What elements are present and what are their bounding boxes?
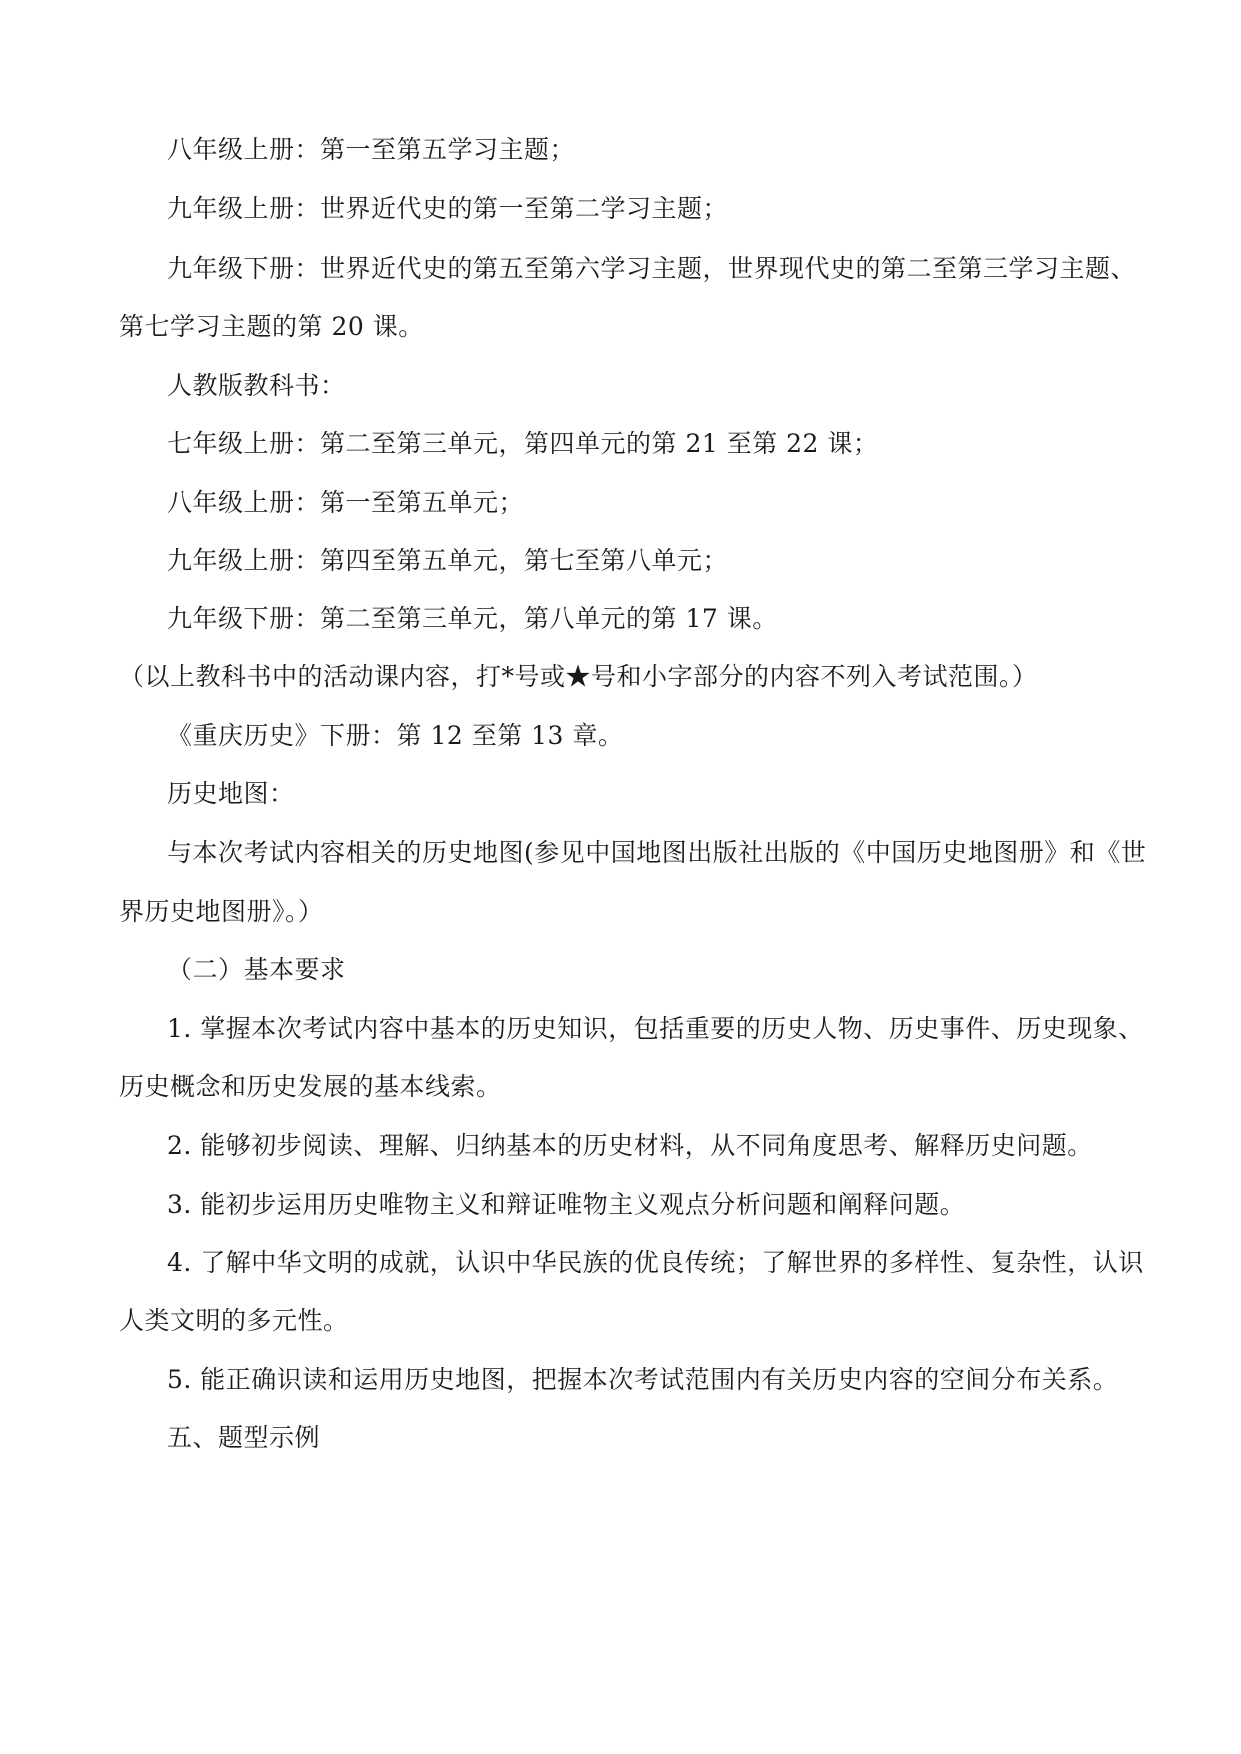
requirement-item-1: 1. 掌握本次考试内容中基本的历史知识，包括重要的历史人物、历史事件、历史现象、 xyxy=(167,1014,1144,1043)
text-line-pep-grade8-vol1: 八年级上册：第一至第五单元； xyxy=(167,488,525,517)
text-line-exclusion-note: （以上教科书中的活动课内容，打*号或★号和小字部分的内容不列入考试范围。） xyxy=(119,662,1038,691)
section-heading-basic-requirements: （二）基本要求 xyxy=(167,955,346,984)
text-line-history-maps-heading: 历史地图： xyxy=(167,779,295,808)
text-line-history-maps-desc-cont: 界历史地图册》。） xyxy=(119,897,324,926)
text-line-pep-grade7-vol1: 七年级上册：第二至第三单元，第四单元的第 21 至第 22 课； xyxy=(167,429,879,458)
requirement-item-3: 3. 能初步运用历史唯物主义和辩证唯物主义观点分析问题和阐释问题。 xyxy=(167,1190,966,1219)
requirement-item-1-cont: 历史概念和历史发展的基本线索。 xyxy=(119,1072,502,1101)
text-line-history-maps-desc: 与本次考试内容相关的历史地图(参见中国地图出版社出版的《中国历史地图册》和《世 xyxy=(167,838,1147,867)
text-line-grade9-vol2-cont: 第七学习主题的第 20 课。 xyxy=(119,312,424,341)
text-line-chongqing-history: 《重庆历史》下册：第 12 至第 13 章。 xyxy=(167,721,624,750)
text-line-pep-grade9-vol1: 九年级上册：第四至第五单元，第七至第八单元； xyxy=(167,546,729,575)
text-line-pep-grade9-vol2: 九年级下册：第二至第三单元，第八单元的第 17 课。 xyxy=(167,604,778,633)
requirement-item-2: 2. 能够初步阅读、理解、归纳基本的历史材料，从不同角度思考、解释历史问题。 xyxy=(167,1131,1093,1160)
text-line-grade9-vol1: 九年级上册：世界近代史的第一至第二学习主题； xyxy=(167,194,729,223)
requirement-item-4: 4. 了解中华文明的成就，认识中华民族的优良传统；了解世界的多样性、复杂性，认识 xyxy=(167,1248,1144,1277)
text-line-grade8-vol1: 八年级上册：第一至第五学习主题； xyxy=(167,135,576,164)
text-line-grade9-vol2: 九年级下册：世界近代史的第五至第六学习主题，世界现代史的第二至第三学习主题、 xyxy=(167,254,1137,283)
requirement-item-5: 5. 能正确识读和运用历史地图，把握本次考试范围内有关历史内容的空间分布关系。 xyxy=(167,1365,1119,1394)
section-heading-question-examples: 五、题型示例 xyxy=(167,1423,321,1452)
text-line-pep-textbook-heading: 人教版教科书： xyxy=(167,371,346,400)
requirement-item-4-cont: 人类文明的多元性。 xyxy=(119,1306,349,1335)
